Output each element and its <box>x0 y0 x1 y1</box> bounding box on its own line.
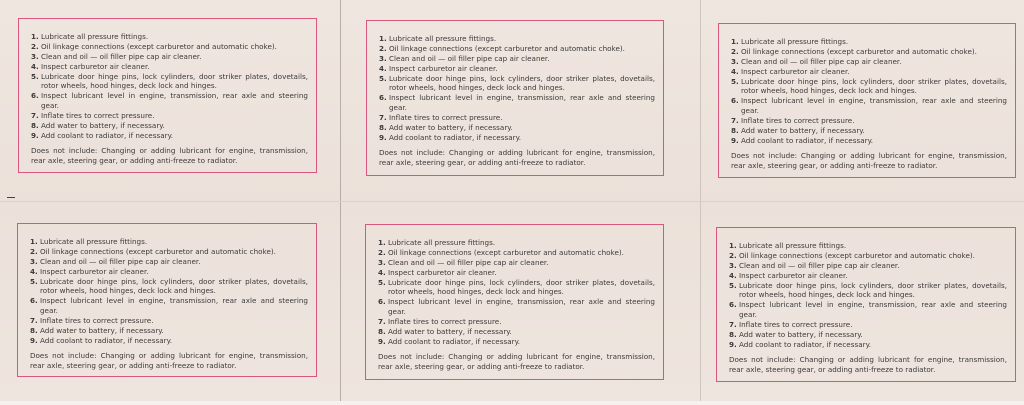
item-number: 7. <box>379 112 387 122</box>
item-text: Lubricate door hinge pins, lock cylinders, door striker plates, dovetails, rotor wheels, hood hinges, deck lock and hinges. <box>40 277 308 296</box>
checklist-item <box>379 44 655 53</box>
checklist-item <box>378 248 655 257</box>
item-text: Add coolant to radiator, if necessary. <box>739 339 872 349</box>
service-checklist <box>731 37 1007 145</box>
item-number: 3. <box>729 261 737 270</box>
item-number: 1. <box>731 37 739 46</box>
item-number: 6. <box>378 297 386 307</box>
item-number: 4. <box>729 271 737 280</box>
item-number: 3. <box>30 257 38 266</box>
item-number: 6. <box>31 91 39 101</box>
item-number: 9. <box>379 132 387 142</box>
fold-line <box>340 0 341 405</box>
item-number: 8. <box>731 125 739 135</box>
item-text: Clean and oil — oil filler pipe cap air cleaner. <box>41 52 202 61</box>
item-text: Inflate tires to correct pressure. <box>389 112 503 122</box>
checklist-item <box>31 52 308 61</box>
item-text: Add water to battery, if necessary. <box>388 326 512 336</box>
checklist-item <box>31 32 308 41</box>
item-text: Clean and oil — oil filler pipe cap air cleaner. <box>389 54 550 63</box>
checklist-item <box>729 320 1007 329</box>
item-text: Clean and oil — oil filler pipe cap air cleaner. <box>741 57 902 66</box>
checklist-item <box>378 327 655 336</box>
item-number: 4. <box>30 267 38 276</box>
item-text: Inspect lubricant level in engine, transmission, rear axle and steering gear. <box>40 296 308 315</box>
item-number: 8. <box>30 325 38 335</box>
checklist-item <box>378 317 655 326</box>
item-text: Inspect carburetor air cleaner. <box>41 62 150 71</box>
checklist-item <box>30 247 308 256</box>
item-number: 9. <box>31 130 39 140</box>
item-text: Add coolant to radiator, if necessary. <box>41 130 174 140</box>
item-number: 8. <box>729 329 737 339</box>
item-number: 5. <box>729 281 737 290</box>
checklist-item <box>379 113 655 122</box>
item-number: 6. <box>729 300 737 310</box>
item-text: Inflate tires to correct pressure. <box>41 110 155 120</box>
checklist-item <box>729 241 1007 250</box>
service-checklist <box>379 34 655 142</box>
item-number: 5. <box>731 77 739 86</box>
checklist-item <box>31 121 308 130</box>
checklist-item <box>729 251 1007 260</box>
item-number: 1. <box>379 34 387 43</box>
checklist-item <box>378 238 655 247</box>
paper-edge <box>0 401 1024 405</box>
service-card-top-right <box>718 23 1016 178</box>
checklist-item <box>378 297 655 316</box>
item-text: Lubricate door hinge pins, lock cylinders, door striker plates, dovetails, rotor wheels, hood hinges, deck lock and hinges. <box>41 72 308 91</box>
item-text: Oil linkage connections (except carburetor and automatic choke). <box>40 247 276 256</box>
item-text: Lubricate door hinge pins, lock cylinders, door striker plates, dovetails, rotor wheels, hood hinges, deck lock and hinges. <box>741 77 1007 96</box>
fold-line <box>700 0 701 405</box>
exclusion-note: Does not include: Changing or adding lubricant for engine, transmission, rear axle, steering gear, or adding anti-freeze to radiator. <box>31 146 308 165</box>
item-number: 7. <box>731 115 739 125</box>
item-text: Add water to battery, if necessary. <box>739 329 863 339</box>
item-text: Inflate tires to correct pressure. <box>739 319 853 329</box>
checklist-item <box>30 326 308 335</box>
item-number: 3. <box>378 258 386 267</box>
item-text: Add water to battery, if necessary. <box>41 120 165 130</box>
item-number: 4. <box>31 62 39 71</box>
item-text: Lubricate all pressure fittings. <box>389 34 497 43</box>
checklist-item <box>30 316 308 325</box>
item-text: Clean and oil — oil filler pipe cap air cleaner. <box>388 258 549 267</box>
item-text: Inspect carburetor air cleaner. <box>739 271 848 280</box>
fold-line <box>0 201 1024 202</box>
item-number: 3. <box>31 52 39 61</box>
item-text: Oil linkage connections (except carburetor and automatic choke). <box>741 47 977 56</box>
checklist-item <box>729 281 1007 300</box>
checklist-item <box>731 96 1007 115</box>
item-number: 8. <box>378 326 386 336</box>
item-number: 5. <box>30 277 38 286</box>
item-text: Inflate tires to correct pressure. <box>40 315 154 325</box>
checklist-item <box>31 72 308 91</box>
checklist-item <box>378 278 655 297</box>
checklist-item <box>379 123 655 132</box>
checklist-item <box>31 91 308 110</box>
item-text: Oil linkage connections (except carburetor and automatic choke). <box>739 251 975 260</box>
item-text: Oil linkage connections (except carburetor and automatic choke). <box>41 42 277 51</box>
item-text: Lubricate all pressure fittings. <box>41 32 149 41</box>
checklist-item <box>731 47 1007 56</box>
item-number: 8. <box>379 122 387 132</box>
service-card-bottom-right <box>716 227 1016 382</box>
item-text: Inflate tires to correct pressure. <box>741 115 855 125</box>
item-text: Add water to battery, if necessary. <box>741 125 865 135</box>
service-checklist <box>30 237 308 345</box>
exclusion-note: Does not include: Changing or adding lubricant for engine, transmission, rear axle, steering gear, or adding anti-freeze to radiator. <box>731 151 1007 170</box>
checklist-item <box>379 74 655 93</box>
item-number: 4. <box>379 64 387 73</box>
item-number: 9. <box>30 335 38 345</box>
checklist-item <box>729 330 1007 339</box>
item-number: 9. <box>729 339 737 349</box>
exclusion-note: Does not include: Changing or adding lubricant for engine, transmission, rear axle, steering gear, or adding anti-freeze to radiator. <box>729 355 1007 374</box>
exclusion-note: Does not include: Changing or adding lubricant for engine, transmission, rear axle, steering gear, or adding anti-freeze to radiator. <box>379 148 655 167</box>
item-number: 3. <box>379 54 387 63</box>
item-text: Inflate tires to correct pressure. <box>388 316 502 326</box>
item-text: Lubricate all pressure fittings. <box>40 237 148 246</box>
checklist-item <box>729 300 1007 319</box>
item-number: 6. <box>379 93 387 103</box>
item-text: Inspect lubricant level in engine, transmission, rear axle and steering gear. <box>739 300 1007 319</box>
checklist-item <box>378 268 655 277</box>
item-number: 2. <box>379 44 387 53</box>
item-number: 2. <box>378 248 386 257</box>
checklist-item <box>731 77 1007 96</box>
item-number: 4. <box>378 268 386 277</box>
item-number: 5. <box>378 278 386 287</box>
item-text: Lubricate all pressure fittings. <box>388 238 496 247</box>
item-number: 2. <box>31 42 39 51</box>
item-number: 7. <box>31 110 39 120</box>
checklist-item <box>729 340 1007 349</box>
item-number: 1. <box>729 241 737 250</box>
item-number: 2. <box>731 47 739 56</box>
item-number: 7. <box>378 316 386 326</box>
item-number: 4. <box>731 67 739 76</box>
checklist-item <box>30 257 308 266</box>
service-card-bottom-left <box>17 223 317 377</box>
checklist-item <box>30 237 308 246</box>
checklist-item <box>729 261 1007 270</box>
exclusion-note: Does not include: Changing or adding lubricant for engine, transmission, rear axle, steering gear, or adding anti-freeze to radiator. <box>30 351 308 370</box>
item-number: 6. <box>731 96 739 106</box>
service-card-top-middle <box>366 20 664 176</box>
item-text: Inspect carburetor air cleaner. <box>741 67 850 76</box>
item-text: Oil linkage connections (except carburetor and automatic choke). <box>389 44 625 53</box>
item-text: Lubricate door hinge pins, lock cylinders, door striker plates, dovetails, rotor wheels, hood hinges, deck lock and hinges. <box>389 74 655 93</box>
item-number: 8. <box>31 120 39 130</box>
checklist-item <box>379 34 655 43</box>
item-text: Lubricate all pressure fittings. <box>741 37 849 46</box>
checklist-item <box>31 62 308 71</box>
checklist-item <box>731 57 1007 66</box>
checklist-item <box>31 42 308 51</box>
checklist-item <box>30 296 308 315</box>
item-number: 2. <box>30 247 38 256</box>
service-checklist <box>378 238 655 346</box>
item-text: Inspect lubricant level in engine, transmission, rear axle and steering gear. <box>41 91 308 110</box>
checklist-item <box>30 267 308 276</box>
item-text: Inspect lubricant level in engine, transmission, rear axle and steering gear. <box>741 96 1007 115</box>
exclusion-note: Does not include: Changing or adding lubricant for engine, transmission, rear axle, steering gear, or adding anti-freeze to radiator. <box>378 352 655 371</box>
cut-mark <box>7 197 15 198</box>
item-text: Clean and oil — oil filler pipe cap air cleaner. <box>40 257 201 266</box>
checklist-item <box>379 93 655 112</box>
item-text: Add water to battery, if necessary. <box>389 122 513 132</box>
item-text: Clean and oil — oil filler pipe cap air cleaner. <box>739 261 900 270</box>
service-card-bottom-middle <box>365 224 664 380</box>
checklist-item <box>379 64 655 73</box>
item-text: Inspect lubricant level in engine, transmission, rear axle and steering gear. <box>389 93 655 112</box>
checklist-item <box>379 54 655 63</box>
service-checklist <box>31 32 308 140</box>
checklist-item <box>729 271 1007 280</box>
item-number: 1. <box>378 238 386 247</box>
item-text: Inspect carburetor air cleaner. <box>388 268 497 277</box>
checklist-item <box>731 136 1007 145</box>
item-text: Add coolant to radiator, if necessary. <box>389 132 522 142</box>
checklist-item <box>379 133 655 142</box>
checklist-item <box>731 37 1007 46</box>
checklist-item <box>30 336 308 345</box>
checklist-item <box>378 258 655 267</box>
checklist-item <box>731 116 1007 125</box>
item-number: 2. <box>729 251 737 260</box>
checklist-item <box>30 277 308 296</box>
service-card-top-left <box>18 18 317 173</box>
item-number: 7. <box>729 319 737 329</box>
item-text: Lubricate door hinge pins, lock cylinders, door striker plates, dovetails, rotor wheels, hood hinges, deck lock and hinges. <box>388 278 655 297</box>
item-text: Add coolant to radiator, if necessary. <box>388 336 521 346</box>
item-text: Inspect lubricant level in engine, transmission, rear axle and steering gear. <box>388 297 655 316</box>
item-number: 9. <box>731 135 739 145</box>
item-text: Add coolant to radiator, if necessary. <box>741 135 874 145</box>
item-text: Lubricate door hinge pins, lock cylinders, door striker plates, dovetails, rotor wheels, hood hinges, deck lock and hinges. <box>739 281 1007 300</box>
service-checklist <box>729 241 1007 349</box>
item-text: Inspect carburetor air cleaner. <box>40 267 149 276</box>
item-text: Oil linkage connections (except carburetor and automatic choke). <box>388 248 624 257</box>
item-number: 5. <box>31 72 39 81</box>
item-number: 1. <box>30 237 38 246</box>
item-text: Add water to battery, if necessary. <box>40 325 164 335</box>
item-number: 3. <box>731 57 739 66</box>
item-number: 1. <box>31 32 39 41</box>
checklist-item <box>378 337 655 346</box>
item-text: Add coolant to radiator, if necessary. <box>40 335 173 345</box>
checklist-item <box>731 67 1007 76</box>
checklist-item <box>31 131 308 140</box>
item-number: 7. <box>30 315 38 325</box>
item-number: 9. <box>378 336 386 346</box>
item-number: 5. <box>379 74 387 83</box>
checklist-item <box>731 126 1007 135</box>
item-text: Inspect carburetor air cleaner. <box>389 64 498 73</box>
item-text: Lubricate all pressure fittings. <box>739 241 847 250</box>
checklist-item <box>31 111 308 120</box>
item-number: 6. <box>30 296 38 306</box>
